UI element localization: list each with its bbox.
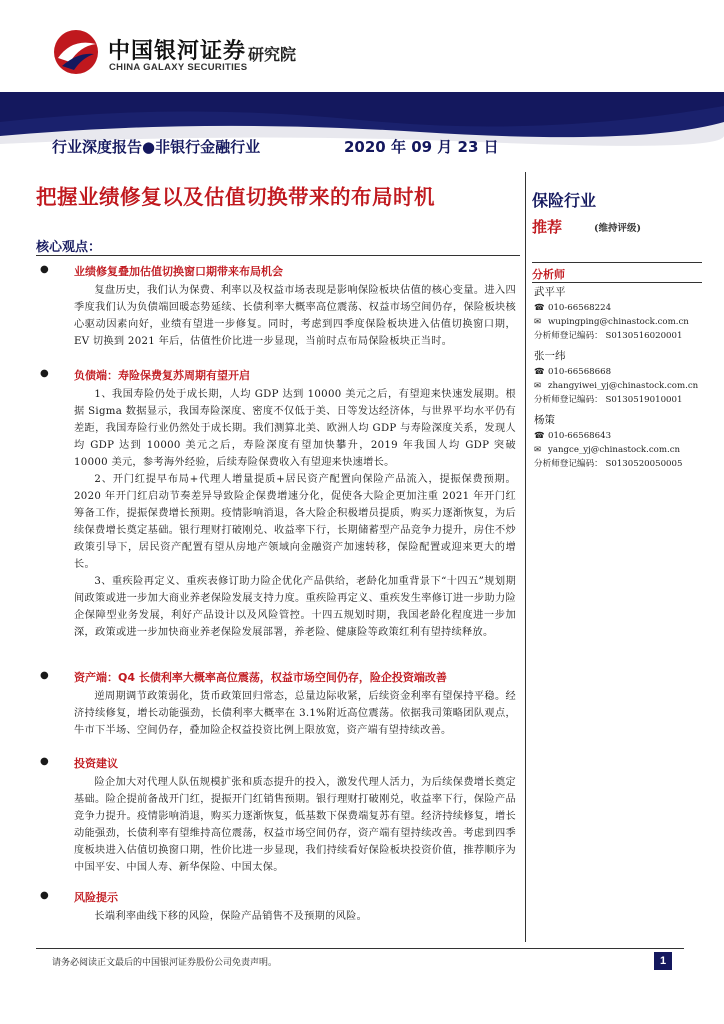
sidebar-divider [532,282,702,283]
section-paragraph: 险企加大对代理人队伍规模扩张和质态提升的投入，激发代理人活力，为后续保费增长奠定基础。险企提前备战开门红，提振开门红销售预期。银行理财打破刚兑，收益率下行，保险产品竞争力提升。疫情影响消退，购买力逐渐恢复，低基数下保费端复苏有望。经济持续修复，增长动能强劲，长债利率有望维持高位震荡，权益市场空间仍存，资产端有望持续改善。考虑到四季度板块进入估值切换窗口期，性价比进一步显现，我们持续看好保险板块投资价值，推荐顺序为中国平安、中国人寿、新华保险、中国太保。 [74,777,516,873]
section-heading: ● 投资建议 [40,756,118,770]
column-divider [525,172,526,942]
email-icon: ✉ [534,445,542,455]
bullet-icon: ● [40,670,49,681]
section-paragraph: 长端利率曲线下移的风险，保险产品销售不及预期的风险。 [94,911,368,922]
core-views-heading: 核心观点： [36,240,102,255]
analyst-phone: 010-66568224 [548,303,612,313]
report-type: 行业深度报告●非银行金融行业 [52,138,261,156]
section [36,262,516,350]
phone-icon: ☎ [534,367,545,377]
sidebar-divider [532,262,702,263]
bullet-icon: ● [40,264,49,275]
research-dept: 研究院 [248,45,297,64]
section-heading: ● 风险提示 [40,890,118,904]
bullet-icon: ● [40,890,49,901]
analyst-reg: 分析师登记编码： S0130516020001 [534,331,683,341]
analyst-name: 杨策 [534,414,555,426]
footer-disclaimer: 请务必阅读正文最后的中国银河证券股份公司免责声明。 [52,958,278,968]
report-meta [36,136,696,160]
company-logo [52,28,352,78]
galaxy-logo-icon [52,28,100,76]
section-heading: ● 资产端：Q4 长债利率大概率高位震荡，权益市场空间仍存，险企投资端改善 [40,670,447,684]
section-paragraph: 2、开门红提早布局+代理人增量提质+居民资产配置向保险产品流入，提振保费预期。2020 年开门红启动节奏差异导致险企保费增速分化，促使各大险企更加注重 2021 年开门红筹备工作，提振保费增长预期。疫情影响消退，各大险企积极增员提质，购买力逐渐恢复，为后续保费增长奠定基础。银行理财打破刚兑、收益率下行，长期储蓄型产品竞争力提升，房住不炒政策引导下，居民资产配置有望从房地产领域向金融资产加速转移，保险配置或迎来更大的增长。 [74,474,516,570]
analyst-card [534,348,714,407]
footer-divider [36,948,684,949]
analyst-email[interactable]: zhangyiwei_yj@chinastock.com.cn [548,381,699,391]
section-heading: ● 负债端：寿险保费复苏周期有望开启 [40,368,250,382]
analyst-card [534,412,714,471]
logo-english-name: CHINA GALAXY SECURITIES [109,62,248,73]
analyst-card [534,284,714,343]
phone-icon: ☎ [534,431,545,441]
section [36,668,516,739]
analyst-reg: 分析师登记编码： S0130520050005 [534,459,683,469]
analyst-name: 张一纬 [534,350,566,362]
analyst-email[interactable]: yangce_yj@chinastock.com.cn [548,445,681,455]
page-title: 把握业绩修复以及估值切换带来的布局时机 [36,185,435,209]
phone-icon: ☎ [534,303,545,313]
section-paragraph: 逆周期调节政策弱化，货币政策回归常态，总量边际收紧，后续资金利率有望保持平稳。经济持续修复，增长动能强劲，长债利率大概率在 3.1%附近高位震荡。依据我司策略团队观点，牛市下半场、空间仍存，叠加险企权益投资比例上限放宽，资产端有望持续改善。 [74,691,516,736]
analyst-reg: 分析师登记编码： S0130519010001 [534,395,683,405]
section [36,754,516,876]
bullet-icon: ● [40,368,49,379]
rating-note: (维持评级) [594,223,641,234]
analyst-phone: 010-66568643 [548,431,612,441]
analyst-phone: 010-66568668 [548,367,612,377]
page-number: 1 [654,952,672,970]
heading-divider [36,255,520,256]
bullet-icon: ● [40,756,49,767]
rating-label: 推荐 [532,218,563,236]
analyst-name: 武平平 [534,286,566,298]
industry-name: 保险行业 [532,191,597,210]
section [36,888,516,925]
section-paragraph: 1、我国寿险仍处于成长期，人均 GDP 达到 10000 美元之后，有望迎来快速发展期。根据 Sigma 数据显示，我国寿险深度、密度不仅低于美、日等发达经济体，与世界平均水平仍有差距，我国寿险行业仍然处于成长期。我们测算北美、欧洲人均 GDP 与寿险深度关系，发现人均 GDP 达到 10000 美元之后，寿险深度有望加快攀升，2019 年我国人均 GDP 突破 10000 美元，参考海外经验，后续寿险保费收入有望迎来快速增长。 [74,389,516,468]
report-date: 2020 年 09 月 23 日 [344,138,499,156]
section-paragraph: 复盘历史，我们认为保费、利率以及权益市场表现是影响保险板块估值的核心变量。进入四季度我们认为负债端回暖态势延续、长债利率大概率高位震荡、权益市场空间仍存，保险板块核心驱动因素向好，业绩有望进一步修复。同时，考虑到四季度保险板块进入估值切换窗口期，EV 切换到 2021 年后，估值性价比进一步显现，当前时点布局保险板块正当时。 [74,285,516,347]
section [36,366,516,641]
email-icon: ✉ [534,381,542,391]
email-icon: ✉ [534,317,542,327]
section-paragraph: 3、重疾险再定义、重疾表修订助力险企优化产品供给，老龄化加重背景下“十四五”规划期间政策或进一步加大商业养老保险发展支持力度。重疾险再定义、重疾发生率修订进一步助力险企保障型业务发展，利好产品设计以及风险管控。十四五规划时期，我国老龄化程度进一步加深，政策或进一步加快商业养老保险发展部署，养老险、健康险等政策红利有望持续释放。 [74,576,516,638]
logo-chinese-name: 中国银河证券 [108,39,247,64]
section-heading: ● 业绩修复叠加估值切换窗口期带来布局机会 [40,264,283,278]
analyst-email[interactable]: wupingping@chinastock.com.cn [548,317,689,327]
analyst-heading: 分析师 [532,268,565,281]
